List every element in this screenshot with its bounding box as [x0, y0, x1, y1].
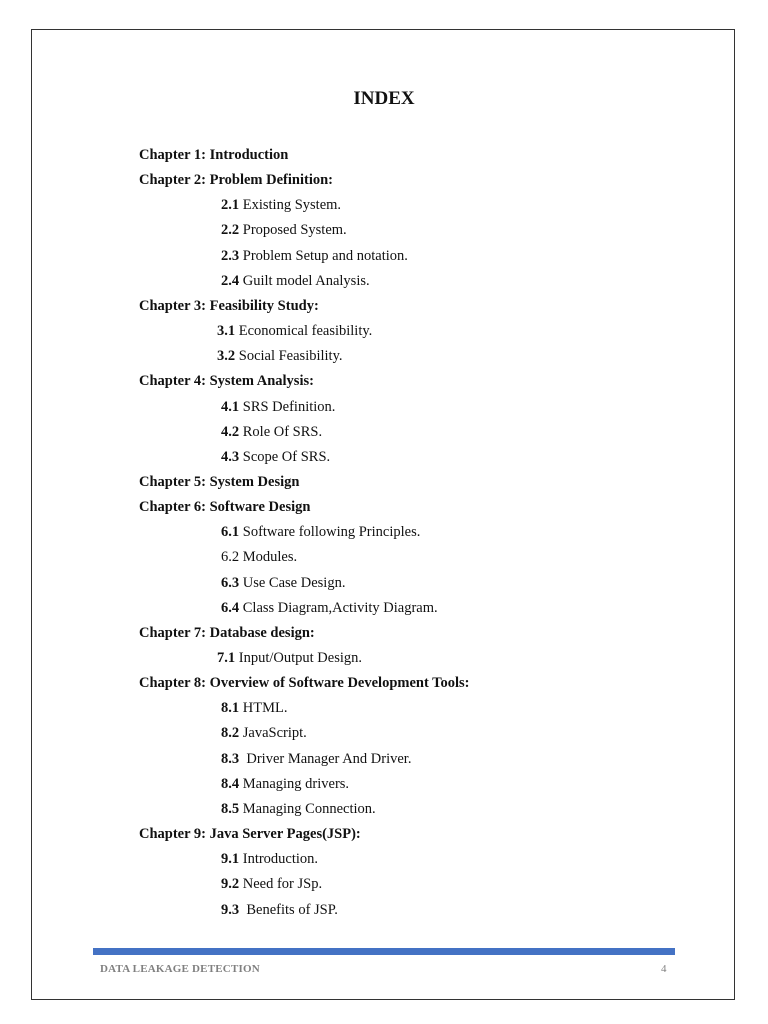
section-number: 2.4: [221, 272, 240, 289]
chapter-title: Chapter 7: Database design:: [139, 624, 315, 641]
toc-chapter-entry: [139, 673, 470, 693]
footer-bar: [93, 948, 675, 955]
section-number: 9.2: [221, 876, 240, 893]
page-border: [31, 29, 735, 1000]
toc-section-entry: [221, 774, 349, 794]
section-title: Guilt model Analysis.: [239, 272, 370, 289]
footer-page-number: 4: [661, 963, 667, 975]
toc-chapter-entry: [139, 371, 314, 391]
section-title: Scope Of SRS.: [239, 448, 331, 465]
toc-section-entry: [221, 422, 322, 442]
section-title: Software following Principles.: [239, 524, 421, 541]
section-title: Input/Output Design.: [235, 650, 362, 666]
section-title: 6.2 Modules.: [221, 549, 298, 566]
section-title: Class Diagram,Activity Diagram.: [239, 599, 438, 616]
toc-section-entry: [221, 598, 438, 618]
section-title: SRS Definition.: [239, 398, 336, 415]
section-number: 6.3: [221, 574, 240, 591]
footer-document-title: DATA LEAKAGE DETECTION: [100, 963, 260, 975]
toc-section-entry: [221, 271, 370, 291]
section-number: 8.2: [221, 725, 240, 742]
section-title: HTML.: [239, 700, 288, 717]
section-number: 6.4: [221, 599, 240, 616]
section-title: JavaScript.: [239, 725, 307, 742]
toc-section-entry: [221, 799, 376, 819]
toc-section-entry: [221, 195, 341, 215]
toc-section-entry: [221, 220, 347, 240]
toc-section-entry: [221, 749, 411, 769]
section-title: Introduction.: [239, 851, 319, 868]
section-number: 2.1: [221, 197, 240, 214]
toc-section-entry: [221, 397, 335, 417]
chapter-title: Chapter 4: System Analysis:: [139, 373, 314, 390]
section-number: 6.1: [221, 524, 240, 541]
section-number: 8.4: [221, 775, 240, 792]
chapter-title: Chapter 1: Introduction: [139, 147, 289, 163]
section-title: Economical feasibility.: [235, 323, 373, 340]
section-title: Role Of SRS.: [239, 423, 323, 440]
section-number: 4.1: [221, 398, 240, 415]
toc-section-entry: [221, 900, 338, 920]
section-title: Need for JSp.: [239, 876, 323, 893]
toc-section-entry: [221, 874, 322, 894]
toc-section-entry: [217, 346, 343, 366]
section-number: 4.3: [221, 448, 240, 465]
chapter-title: Chapter 8: Overview of Software Development Tools:: [139, 675, 470, 692]
toc-section-entry: [221, 698, 287, 718]
toc-chapter-entry: [139, 623, 315, 643]
chapter-title: Chapter 2: Problem Definition:: [139, 172, 333, 189]
section-title: Managing Connection.: [239, 800, 376, 817]
section-title: Problem Setup and notation.: [239, 247, 408, 264]
section-title: Use Case Design.: [239, 574, 346, 591]
section-number: 8.3: [221, 750, 240, 767]
section-number: 8.5: [221, 800, 240, 817]
toc-chapter-entry: [139, 497, 310, 517]
toc-chapter-entry: [139, 145, 288, 165]
section-title: Benefits of JSP.: [239, 901, 338, 918]
section-number: 3.1: [217, 323, 236, 340]
section-number: 9.1: [221, 851, 240, 868]
toc-section-entry: [221, 573, 345, 593]
toc-section-entry: [221, 522, 420, 542]
section-number: 2.3: [221, 247, 240, 264]
section-title: Managing drivers.: [239, 775, 350, 792]
toc-section-entry: [221, 246, 408, 266]
chapter-title: Chapter 3: Feasibility Study:: [139, 297, 319, 314]
page-title: INDEX: [353, 88, 415, 109]
section-number: 3.2: [217, 348, 236, 365]
chapter-title: Chapter 5: System Design: [139, 473, 300, 490]
section-number: 2.2: [221, 222, 240, 239]
chapter-title: Chapter 9: Java Server Pages(JSP):: [139, 826, 361, 843]
chapter-title: Chapter 6: Software Design: [139, 499, 311, 516]
toc-chapter-entry: [139, 824, 361, 844]
toc-section-entry: [221, 723, 307, 743]
section-title: Proposed System.: [239, 222, 347, 239]
section-number: 8.1: [221, 700, 240, 717]
section-number: 4.2: [221, 423, 240, 440]
toc-chapter-entry: [139, 472, 299, 492]
toc-section-entry: [221, 547, 297, 567]
toc-chapter-entry: [139, 170, 333, 190]
section-title: Existing System.: [239, 197, 342, 214]
toc-chapter-entry: [139, 296, 319, 316]
section-number: 9.3: [221, 901, 240, 918]
toc-section-entry: [217, 321, 372, 341]
toc-section-entry: [217, 648, 362, 668]
section-title: Social Feasibility.: [235, 348, 343, 365]
toc-section-entry: [221, 849, 318, 869]
section-number: 7.1: [217, 650, 236, 666]
section-title: Driver Manager And Driver.: [239, 750, 412, 767]
toc-section-entry: [221, 447, 330, 467]
